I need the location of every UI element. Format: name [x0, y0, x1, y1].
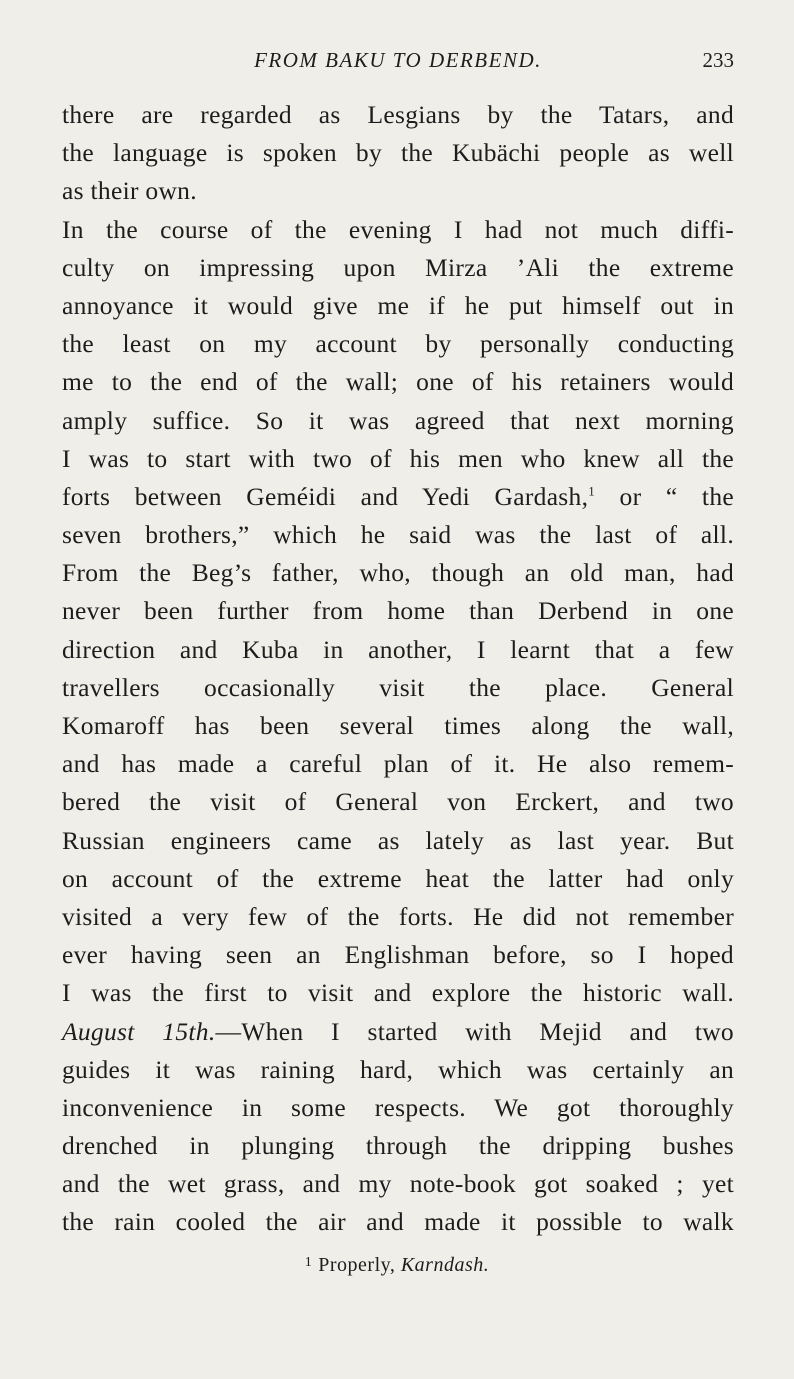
text-line: bered the visit of General von Erckert, and two: [62, 787, 734, 817]
text-line: on account of the extreme heat the latter had only: [62, 863, 734, 893]
footnote-reference[interactable]: 1: [588, 483, 596, 499]
text-line-tail: or “ the: [595, 481, 734, 511]
text-line-with-footnote-ref: [62, 478, 734, 516]
text-line: seven brothers,” which he said was the last of all.: [62, 520, 734, 550]
text-line: In the course of the evening I had not much diffi-: [62, 214, 734, 244]
text-line: From the Beg’s father, who, though an old man, had: [62, 558, 734, 588]
text-line: inconvenience in some respects. We got thoroughly: [62, 1092, 734, 1122]
text-line: amply suffice. So it was agreed that next morning: [62, 405, 734, 435]
text-line: direction and Kuba in another, I learnt that a few: [62, 634, 734, 664]
text-line: drenched in plunging through the dripping bushes: [62, 1131, 734, 1161]
text-line-head: forts between Geméidi and Yedi Gardash,: [62, 481, 589, 511]
footnote-text: Properly,: [318, 1254, 396, 1276]
text-line: Russian engineers came as lately as last year. But: [62, 825, 734, 855]
running-head: [62, 48, 734, 76]
text-line: I was to start with two of his men who knew all the: [62, 443, 734, 473]
text-line: visited a very few of the forts. He did not remember: [62, 901, 734, 931]
footnote-italic-term: Karndash.: [400, 1254, 490, 1276]
text-line: guides it was raining hard, which was certainly an: [62, 1054, 734, 1084]
footnote: [0, 1254, 794, 1277]
text-line-tail: —When I started with Mejid and two: [215, 1016, 734, 1046]
text-line: ever having seen an Englishman before, so I hoped: [62, 940, 734, 970]
text-line: there are regarded as Lesgians by the Tatars, and: [62, 100, 734, 129]
text-line: travellers occasionally visit the place. General: [62, 672, 734, 702]
text-line: I was the first to visit and explore the historic wall.: [62, 978, 734, 1008]
text-line: Komaroff has been several times along the wall,: [62, 711, 734, 740]
text-line: and the wet grass, and my note-book got soaked ; yet: [62, 1169, 734, 1199]
text-line: the least on my account by personally conducting: [62, 329, 734, 359]
text-line: culty on impressing upon Mirza ’Ali the extreme: [62, 252, 734, 282]
text-line: me to the end of the wall; one of his retainers would: [62, 367, 734, 397]
text-line: the rain cooled the air and made it possible to walk: [62, 1207, 734, 1237]
footnote-mark: 1: [304, 1255, 313, 1270]
text-line-dated: [62, 1013, 734, 1051]
body-text: [62, 96, 734, 1242]
text-line: annoyance it would give me if he put himself out in: [62, 290, 734, 320]
text-line: never been further from home than Derbend in one: [62, 596, 734, 626]
text-line: as their own.: [62, 176, 197, 206]
running-title: FROM BAKU TO DERBEND.: [254, 48, 542, 72]
page-number: 233: [702, 48, 734, 72]
date-heading: August 15th.: [62, 1016, 216, 1046]
text-line: the language is spoken by the Kubächi people as well: [62, 138, 734, 168]
text-line: and has made a careful plan of it. He also remem-: [62, 749, 734, 779]
